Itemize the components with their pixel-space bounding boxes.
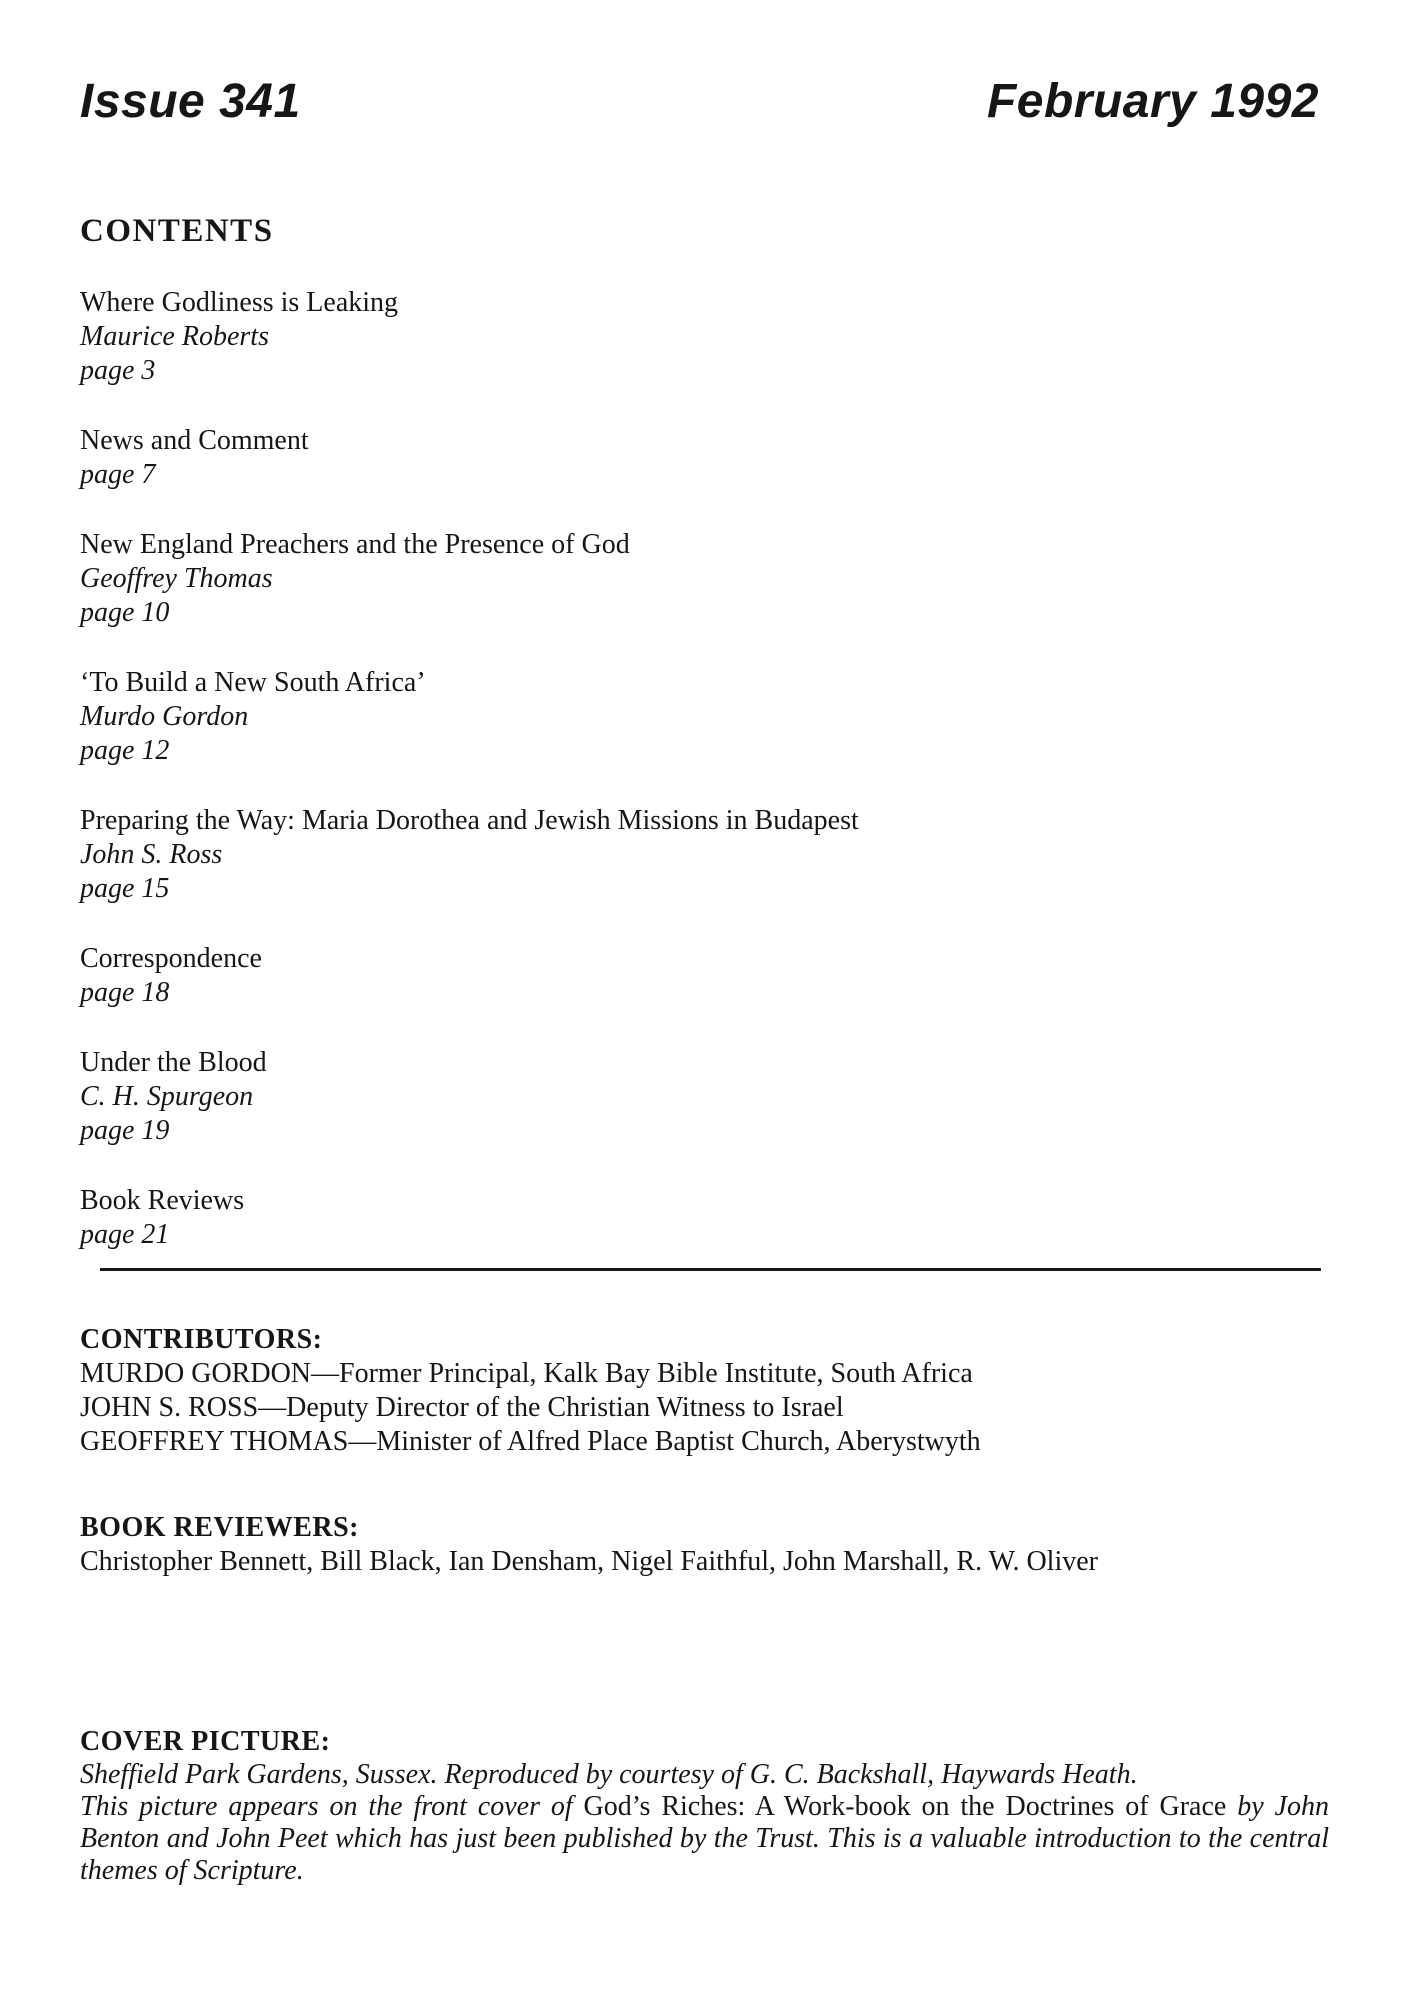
cover-description-italic-tail: by John Benton and John Peet which has just been published by the Trust. This is a valuable introduction to the central themes of Scripture. bbox=[80, 1791, 1329, 1886]
book-reviewers-names: Christopher Bennett, Bill Black, Ian Densham, Nigel Faithful, John Marshall, R. W. Oliver bbox=[80, 1546, 1098, 1577]
contributor-item: JOHN S. ROSS—Deputy Director of the Christian Witness to Israel bbox=[80, 1392, 844, 1423]
toc-entry-author: John S. Ross bbox=[80, 839, 223, 870]
book-reviewers-section bbox=[80, 1511, 1319, 1579]
cover-picture-section bbox=[80, 1725, 1329, 1887]
toc-entry-title: Where Godliness is Leaking bbox=[80, 287, 399, 318]
toc-entry-page: page 7 bbox=[80, 459, 156, 490]
contents-heading: CONTENTS bbox=[80, 213, 274, 249]
toc-entry-title: Preparing the Way: Maria Dorothea and Jewish Missions in Budapest bbox=[80, 805, 859, 836]
cover-picture-heading: COVER PICTURE: bbox=[80, 1726, 331, 1757]
toc-entry-page: page 15 bbox=[80, 873, 170, 904]
toc-entry-author: C. H. Spurgeon bbox=[80, 1081, 254, 1112]
section-divider bbox=[100, 1268, 1321, 1271]
toc-entry-page: page 3 bbox=[80, 355, 156, 386]
contributor-item: GEOFFREY THOMAS—Minister of Alfred Place Baptist Church, Aberystwyth bbox=[80, 1426, 981, 1457]
toc-entry bbox=[80, 1184, 1319, 1252]
toc-entry-title: ‘To Build a New South Africa’ bbox=[80, 667, 426, 698]
toc-entry-title: New England Preachers and the Presence of God bbox=[80, 529, 630, 560]
toc-entry bbox=[80, 804, 1319, 906]
toc-entry-page: page 12 bbox=[80, 735, 170, 766]
issue-number: Issue 341 bbox=[80, 75, 301, 128]
toc-entry-page: page 21 bbox=[80, 1219, 170, 1250]
toc-entry bbox=[80, 666, 1319, 768]
toc-entry-title: News and Comment bbox=[80, 425, 309, 456]
contributors-heading: CONTRIBUTORS: bbox=[80, 1324, 323, 1355]
issue-date: February 1992 bbox=[986, 75, 1319, 128]
toc-entry bbox=[80, 1046, 1319, 1148]
toc-entry-page: page 18 bbox=[80, 977, 170, 1008]
toc-entry-title: Correspondence bbox=[80, 943, 262, 974]
toc-entry-author: Maurice Roberts bbox=[80, 321, 269, 352]
contents-list bbox=[80, 286, 1319, 1252]
contributors-section bbox=[80, 1323, 1319, 1459]
toc-entry-author: Murdo Gordon bbox=[80, 701, 249, 732]
toc-entry-title: Book Reviews bbox=[80, 1185, 245, 1216]
toc-entry-author: Geoffrey Thomas bbox=[80, 563, 273, 594]
page-header bbox=[80, 76, 1319, 128]
cover-picture-caption: Sheffield Park Gardens, Sussex. Reproduced by courtesy of G. C. Backshall, Haywards Heath. bbox=[80, 1759, 1138, 1790]
toc-entry bbox=[80, 286, 1319, 388]
cover-picture-description bbox=[80, 1791, 1329, 1887]
contributor-item: MURDO GORDON—Former Principal, Kalk Bay Bible Institute, South Africa bbox=[80, 1358, 973, 1389]
toc-entry-page: page 10 bbox=[80, 597, 170, 628]
toc-entry bbox=[80, 942, 1319, 1010]
toc-entry bbox=[80, 528, 1319, 630]
toc-entry-page: page 19 bbox=[80, 1115, 170, 1146]
cover-description-italic-lead: This picture appears on the front cover of bbox=[80, 1791, 584, 1822]
cover-book-title: God’s Riches: A Work-book on the Doctrines of Grace bbox=[583, 1791, 1227, 1822]
book-reviewers-heading: BOOK REVIEWERS: bbox=[80, 1512, 359, 1543]
toc-entry bbox=[80, 424, 1319, 492]
toc-entry-title: Under the Blood bbox=[80, 1047, 267, 1078]
